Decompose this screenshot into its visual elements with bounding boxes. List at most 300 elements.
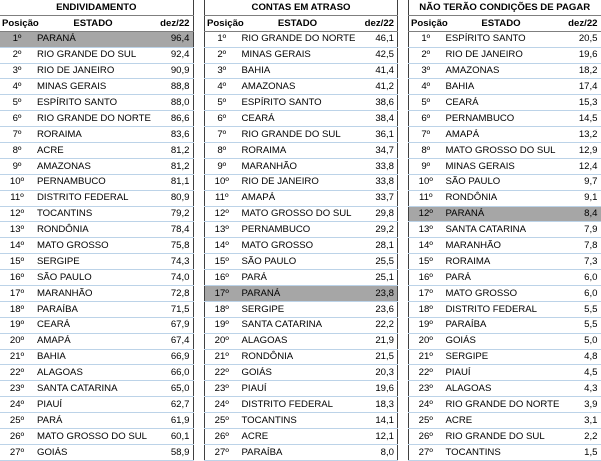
state-cell: PARÁ [443,270,559,286]
value-cell: 74,0 [151,270,193,286]
table-row [409,286,601,302]
state-cell: RORAIMA [34,127,151,143]
value-cell: 4,3 [559,381,601,397]
table-row-highlighted [409,206,601,222]
position-cell: 21º [205,349,239,365]
state-cell: RONDÔNIA [34,222,151,238]
table-row [0,158,193,174]
state-cell: MATO GROSSO DO SUL [443,143,559,159]
value-cell: 20,3 [356,365,398,381]
value-cell: 42,5 [356,47,398,63]
value-cell: 5,5 [559,301,601,317]
position-cell: 17º [205,286,239,302]
table-row [409,444,601,460]
state-cell: AMAZONAS [443,63,559,79]
value-cell: 33,8 [356,174,398,190]
table-row [0,127,193,143]
header-estado: ESTADO [34,15,151,31]
position-cell: 20º [409,333,443,349]
position-cell: 12º [409,206,443,222]
table-row [205,158,398,174]
value-cell: 7,3 [559,254,601,270]
table-row-highlighted [0,31,193,47]
state-cell: PARÁ [239,270,356,286]
value-cell: 96,4 [151,31,193,47]
state-cell: SERGIPE [34,254,151,270]
position-cell: 19º [0,317,34,333]
state-cell: ALAGOAS [34,365,151,381]
position-cell: 25º [205,413,239,429]
table-row [205,222,398,238]
value-cell: 81,2 [151,143,193,159]
table-contas-em-atraso [204,0,398,461]
position-cell: 1º [205,31,239,47]
state-cell: AMAZONAS [239,79,356,95]
position-cell: 2º [205,47,239,63]
table-row [205,444,398,460]
state-cell: RIO GRANDE DO NORTE [239,31,356,47]
value-cell: 38,6 [356,95,398,111]
state-cell: SÃO PAULO [34,270,151,286]
table-row [205,143,398,159]
state-cell: PARAÍBA [239,444,356,460]
state-cell: PIAUÍ [239,381,356,397]
position-cell: 9º [409,158,443,174]
header-posicao: Posição [409,15,443,31]
state-cell: CEARÁ [443,95,559,111]
table-row [409,111,601,127]
state-cell: ALAGOAS [443,381,559,397]
table-row [409,365,601,381]
state-cell: ACRE [239,429,356,445]
position-cell: 9º [205,158,239,174]
table-row [409,174,601,190]
position-cell: 22º [0,365,34,381]
position-cell: 12º [0,206,34,222]
value-cell: 46,1 [356,31,398,47]
position-cell: 26º [409,429,443,445]
table-row [0,143,193,159]
position-cell: 7º [409,127,443,143]
value-cell: 19,6 [356,381,398,397]
value-cell: 12,1 [356,429,398,445]
value-cell: 81,2 [151,158,193,174]
state-cell: ESPÍRITO SANTO [34,95,151,111]
state-cell: SERGIPE [443,349,559,365]
table-row [0,444,193,460]
table-row [205,333,398,349]
position-cell: 8º [0,143,34,159]
value-cell: 23,6 [356,301,398,317]
state-cell: RIO GRANDE DO NORTE [34,111,151,127]
table-row [409,317,601,333]
value-cell: 15,3 [559,95,601,111]
table-row [205,111,398,127]
state-cell: ACRE [443,413,559,429]
table-row [409,333,601,349]
table-row [205,254,398,270]
state-cell: PARANÁ [34,31,151,47]
table-row [205,95,398,111]
table-row [409,238,601,254]
state-cell: PARAÍBA [443,317,559,333]
table-row [205,31,398,47]
value-cell: 9,1 [559,190,601,206]
value-cell: 21,9 [356,333,398,349]
position-cell: 27º [0,444,34,460]
column-header-row [0,15,193,31]
position-cell: 20º [0,333,34,349]
value-cell: 78,4 [151,222,193,238]
position-cell: 6º [205,111,239,127]
value-cell: 4,8 [559,349,601,365]
table-row [0,381,193,397]
table-row [409,190,601,206]
value-cell: 61,9 [151,413,193,429]
position-cell: 12º [205,206,239,222]
state-cell: RIO DE JANEIRO [239,174,356,190]
position-cell: 23º [0,381,34,397]
table-row [0,79,193,95]
state-cell: SERGIPE [239,301,356,317]
column-header-row [205,15,398,31]
header-estado: ESTADO [239,15,356,31]
table-row [409,349,601,365]
value-cell: 58,9 [151,444,193,460]
value-cell: 18,2 [559,63,601,79]
position-cell: 23º [409,381,443,397]
position-cell: 15º [205,254,239,270]
value-cell: 18,3 [356,397,398,413]
value-cell: 34,7 [356,143,398,159]
state-cell: PIAUÍ [34,397,151,413]
position-cell: 24º [409,397,443,413]
state-cell: GOIÁS [34,444,151,460]
state-cell: DISTRITO FEDERAL [239,397,356,413]
value-cell: 6,0 [559,270,601,286]
table-endividamento [0,0,194,461]
table-row [0,413,193,429]
position-cell: 16º [409,270,443,286]
table-title: CONTAS EM ATRASO [205,0,398,15]
position-cell: 14º [205,238,239,254]
table-row [205,270,398,286]
table-title-row [205,0,398,15]
table-row [409,381,601,397]
table-row [409,31,601,47]
state-cell: MATO GROSSO DO SUL [34,429,151,445]
state-cell: MATO GROSSO [239,238,356,254]
state-cell: MATO GROSSO [443,286,559,302]
table-row [409,254,601,270]
value-cell: 75,8 [151,238,193,254]
position-cell: 2º [0,47,34,63]
table-row [409,63,601,79]
table-row [0,286,193,302]
state-cell: MINAS GERAIS [443,158,559,174]
state-cell: PERNAMBUCO [239,222,356,238]
value-cell: 66,9 [151,349,193,365]
position-cell: 14º [409,238,443,254]
column-header-row [409,15,601,31]
table-row [0,238,193,254]
position-cell: 16º [205,270,239,286]
position-cell: 10º [409,174,443,190]
position-cell: 25º [0,413,34,429]
state-cell: ACRE [34,143,151,159]
state-cell: PERNAMBUCO [34,174,151,190]
state-cell: AMAZONAS [34,158,151,174]
position-cell: 4º [205,79,239,95]
state-cell: CEARÁ [34,317,151,333]
table-row [0,301,193,317]
state-cell: TOCANTINS [443,444,559,460]
position-cell: 11º [205,190,239,206]
position-cell: 24º [205,397,239,413]
value-cell: 25,1 [356,270,398,286]
value-cell: 65,0 [151,381,193,397]
state-cell: MATO GROSSO DO SUL [239,206,356,222]
position-cell: 3º [205,63,239,79]
value-cell: 67,4 [151,333,193,349]
table-row [205,349,398,365]
value-cell: 71,5 [151,301,193,317]
position-cell: 11º [409,190,443,206]
table-row [205,238,398,254]
table-row [0,63,193,79]
state-cell: MARANHÃO [34,286,151,302]
state-cell: AMAPÁ [443,127,559,143]
table-row [409,95,601,111]
position-cell: 17º [409,286,443,302]
value-cell: 80,9 [151,190,193,206]
table-title: NÃO TERÃO CONDIÇÕES DE PAGAR [409,0,601,15]
value-cell: 4,5 [559,365,601,381]
table-row [205,79,398,95]
value-cell: 22,2 [356,317,398,333]
value-cell: 13,2 [559,127,601,143]
header-posicao: Posição [0,15,34,31]
position-cell: 18º [409,301,443,317]
value-cell: 14,5 [559,111,601,127]
value-cell: 83,6 [151,127,193,143]
table-row [205,301,398,317]
state-cell: AMAPÁ [239,190,356,206]
value-cell: 12,9 [559,143,601,159]
value-cell: 29,8 [356,206,398,222]
table-row [0,317,193,333]
position-cell: 7º [0,127,34,143]
position-cell: 22º [205,365,239,381]
position-cell: 18º [205,301,239,317]
state-cell: GOIÁS [239,365,356,381]
state-cell: RIO GRANDE DO SUL [239,127,356,143]
position-cell: 4º [409,79,443,95]
table-row [409,397,601,413]
table-row [205,413,398,429]
state-cell: SANTA CATARINA [239,317,356,333]
position-cell: 22º [409,365,443,381]
value-cell: 3,9 [559,397,601,413]
value-cell: 88,0 [151,95,193,111]
state-cell: RONDÔNIA [239,349,356,365]
position-cell: 26º [205,429,239,445]
table-row [205,381,398,397]
state-cell: MINAS GERAIS [239,47,356,63]
value-cell: 20,5 [559,31,601,47]
value-cell: 79,2 [151,206,193,222]
position-cell: 13º [0,222,34,238]
position-cell: 5º [205,95,239,111]
position-cell: 20º [205,333,239,349]
position-cell: 1º [409,31,443,47]
state-cell: RIO DE JANEIRO [443,47,559,63]
value-cell: 17,4 [559,79,601,95]
position-cell: 3º [0,63,34,79]
state-cell: PARANÁ [239,286,356,302]
table-row [0,222,193,238]
state-cell: PARANÁ [443,206,559,222]
table-row [205,365,398,381]
state-cell: SÃO PAULO [239,254,356,270]
value-cell: 72,8 [151,286,193,302]
position-cell: 21º [409,349,443,365]
value-cell: 38,4 [356,111,398,127]
state-cell: MATO GROSSO [34,238,151,254]
state-cell: DISTRITO FEDERAL [443,301,559,317]
position-cell: 15º [0,254,34,270]
value-cell: 33,8 [356,158,398,174]
state-cell: MARANHÃO [443,238,559,254]
table-row [409,158,601,174]
position-cell: 21º [0,349,34,365]
value-cell: 33,7 [356,190,398,206]
state-cell: BAHIA [239,63,356,79]
state-cell: RIO GRANDE DO NORTE [443,397,559,413]
table-row [0,397,193,413]
state-cell: DISTRITO FEDERAL [34,190,151,206]
table-row-highlighted [205,286,398,302]
value-cell: 81,1 [151,174,193,190]
value-cell: 28,1 [356,238,398,254]
position-cell: 27º [409,444,443,460]
position-cell: 18º [0,301,34,317]
header-dez22: dez/22 [151,15,193,31]
value-cell: 21,5 [356,349,398,365]
table-row [0,365,193,381]
value-cell: 66,0 [151,365,193,381]
table-row [0,95,193,111]
position-cell: 8º [409,143,443,159]
value-cell: 86,6 [151,111,193,127]
table-row [205,174,398,190]
value-cell: 29,2 [356,222,398,238]
value-cell: 3,1 [559,413,601,429]
value-cell: 60,1 [151,429,193,445]
table-row [409,222,601,238]
value-cell: 92,4 [151,47,193,63]
table-row [205,429,398,445]
position-cell: 8º [205,143,239,159]
value-cell: 5,5 [559,317,601,333]
value-cell: 1,5 [559,444,601,460]
table-row [409,79,601,95]
state-cell: CEARÁ [239,111,356,127]
table-row [205,47,398,63]
table-title: ENDIVIDAMENTO [0,0,193,15]
position-cell: 26º [0,429,34,445]
header-dez22: dez/22 [356,15,398,31]
position-cell: 19º [205,317,239,333]
position-cell: 10º [205,174,239,190]
table-row [409,413,601,429]
state-cell: RIO GRANDE DO SUL [443,429,559,445]
table-nao-terao-condicoes-de-pagar [408,0,601,461]
value-cell: 6,0 [559,286,601,302]
table-row [409,143,601,159]
value-cell: 14,1 [356,413,398,429]
value-cell: 67,9 [151,317,193,333]
state-cell: BAHIA [443,79,559,95]
state-cell: TOCANTINS [239,413,356,429]
position-cell: 5º [0,95,34,111]
state-cell: AMAPÁ [34,333,151,349]
state-cell: RIO GRANDE DO SUL [34,47,151,63]
value-cell: 36,1 [356,127,398,143]
value-cell: 12,4 [559,158,601,174]
position-cell: 11º [0,190,34,206]
value-cell: 9,7 [559,174,601,190]
state-cell: TOCANTINS [34,206,151,222]
table-row [0,349,193,365]
table-row [0,429,193,445]
value-cell: 41,2 [356,79,398,95]
position-cell: 24º [0,397,34,413]
position-cell: 10º [0,174,34,190]
table-row [205,397,398,413]
state-cell: BAHIA [34,349,151,365]
position-cell: 7º [205,127,239,143]
table-row [409,127,601,143]
state-cell: SÃO PAULO [443,174,559,190]
state-cell: GOIÁS [443,333,559,349]
table-row [409,301,601,317]
position-cell: 17º [0,286,34,302]
header-dez22: dez/22 [559,15,601,31]
state-cell: PIAUÍ [443,365,559,381]
position-cell: 16º [0,270,34,286]
table-title-row [0,0,193,15]
position-cell: 2º [409,47,443,63]
position-cell: 13º [409,222,443,238]
table-row [0,111,193,127]
state-cell: MINAS GERAIS [34,79,151,95]
header-posicao: Posição [205,15,239,31]
value-cell: 62,7 [151,397,193,413]
state-cell: MARANHÃO [239,158,356,174]
header-estado: ESTADO [443,15,559,31]
value-cell: 2,2 [559,429,601,445]
state-cell: RONDÔNIA [443,190,559,206]
state-cell: RIO DE JANEIRO [34,63,151,79]
table-row [0,190,193,206]
value-cell: 7,8 [559,238,601,254]
state-cell: PARÁ [34,413,151,429]
value-cell: 90,9 [151,63,193,79]
value-cell: 41,4 [356,63,398,79]
position-cell: 6º [409,111,443,127]
position-cell: 19º [409,317,443,333]
